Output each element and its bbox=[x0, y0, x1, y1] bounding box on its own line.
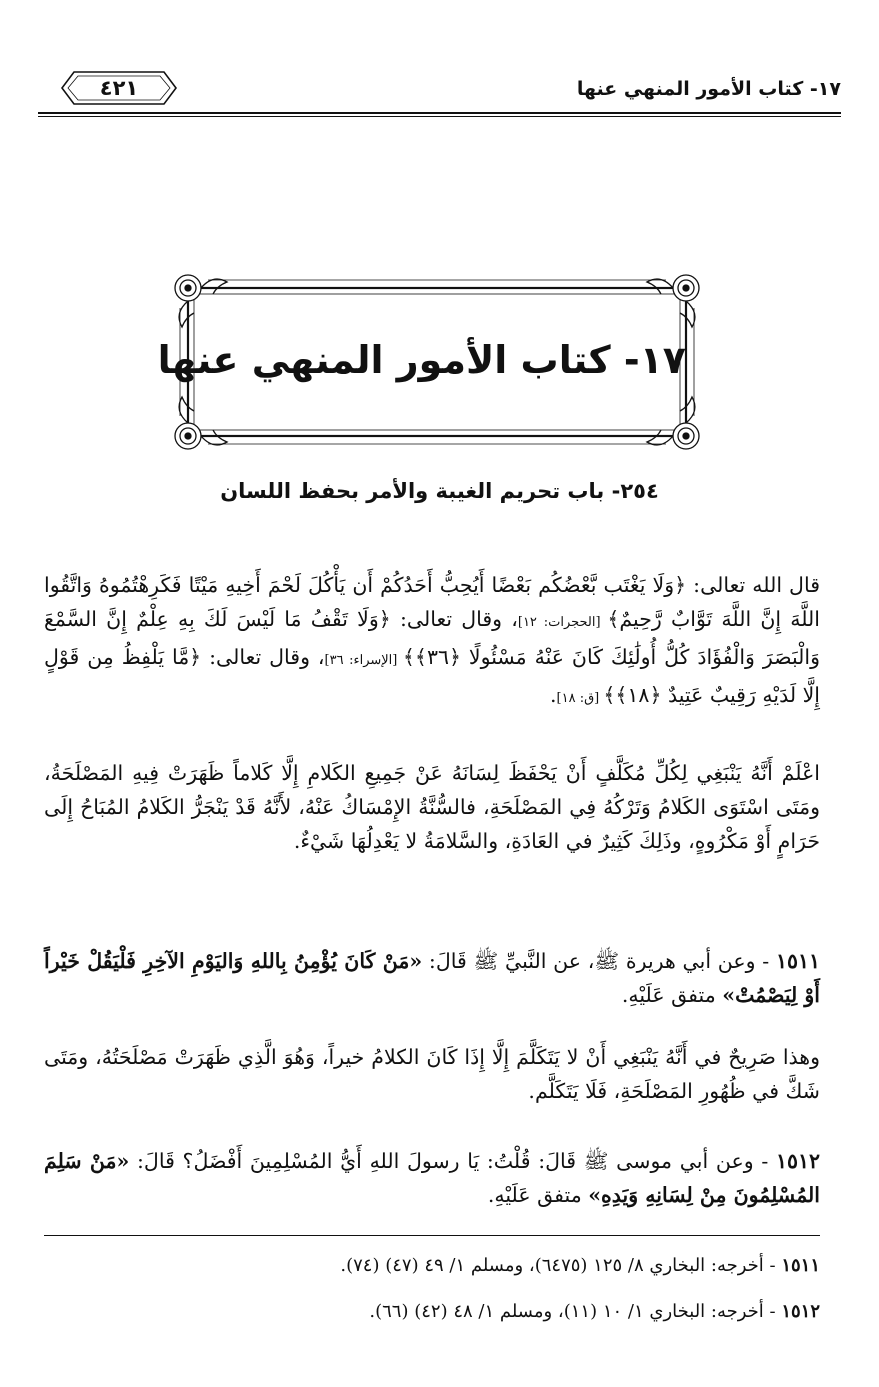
verse-2-reference: [الإسراء: ٣٦] bbox=[324, 653, 403, 668]
header-rule-thin bbox=[38, 116, 841, 117]
verse-3: ﴿مَّا يَلْفِظُ مِن قَوْلٍ إِلَّا لَدَيْهِ رَقِيبٌ عَتِيدٌ ﴿١٨﴾﴾ bbox=[44, 645, 820, 707]
footnote-1511 bbox=[44, 1252, 820, 1280]
hadith-number: ١٥١٢ bbox=[775, 1149, 820, 1173]
section-heading: ٢٥٤- باب تحريم الغيبة والأمر بحفظ اللسان bbox=[220, 479, 659, 503]
note-paragraph: وهذا صَرِيحٌ في أَنَّهُ يَنْبَغِي أَنْ لا يَتَكَلَّمَ إِلَّا إِذَا كَانَ الكلامُ خيراً، وَهُوَ الَّذِي ظَهَرَتْ مَصْلَحَتُهُ، ومَتَى شَكَّ في ظُهُورِ المَصْلَحَةِ، فَلَا يَتَكَلَّم. bbox=[44, 1045, 820, 1103]
hadith-text: «مَنْ كَانَ يُؤْمِنُ بِاللهِ وَاليَوْمِ الآخِرِ فَلْيَقُلْ خَيْراً أَوْ لِيَصْمُتْ» bbox=[44, 949, 820, 1007]
hadith-number: ١٥١١ bbox=[775, 949, 820, 973]
footnote-1512 bbox=[44, 1298, 820, 1326]
verse-1-reference: [الحجرات: ١٢] bbox=[517, 615, 608, 630]
hadith-tail: متفق عَلَيْهِ. bbox=[487, 1183, 589, 1207]
verse-2: ﴿وَلَا تَقْفُ مَا لَيْسَ لَكَ بِهِ عِلْمٌ إِنَّ السَّمْعَ وَالْبَصَرَ وَالْفُؤَادَ كُلُّ أُولَٰئِكَ كَانَ عَنْهُ مَسْئُولًا ﴿٣٦﴾﴾ bbox=[44, 607, 820, 669]
verses-lead-3: ، وقال تعالى: bbox=[201, 645, 325, 669]
verses-paragraph bbox=[44, 568, 820, 716]
hadith-lead: - وعن أبي هريرة ﷺ، عن النَّبيِّ ﷺ قَالَ: bbox=[422, 949, 776, 973]
chapter-title-frame bbox=[157, 268, 706, 456]
header-rule bbox=[38, 112, 841, 114]
footnote-rule bbox=[44, 1235, 820, 1236]
hadith-tail: متفق عَلَيْهِ. bbox=[621, 983, 723, 1007]
verse-1: ﴿وَلَا يَغْتَب بَّعْضُكُم بَعْضًا أَيُحِبُّ أَحَدُكُمْ أَن يَأْكُلَ لَحْمَ أَخِيهِ مَيْتًا فَكَرِهْتُمُوهُ وَاتَّقُوا اللَّهَ إِنَّ اللَّهَ تَوَّابٌ رَّحِيمٌ﴾ bbox=[44, 573, 820, 631]
verses-lead-1: قال الله تعالى: bbox=[686, 573, 820, 597]
page-number: ٤٢١ bbox=[99, 76, 139, 100]
hadith-1512 bbox=[44, 1144, 820, 1212]
hadith-text: «مَنْ سَلِمَ المُسْلِمُونَ مِنْ لِسَانِهِ وَيَدِهِ» bbox=[44, 1149, 820, 1207]
hadith-lead: - وعن أبي موسى ﷺ قَالَ: قُلْتُ: يَا رسولَ اللهِ أَيُّ المُسْلِمِينَ أَفْضَلُ؟ قَالَ: bbox=[129, 1149, 776, 1173]
intro-paragraph: اعْلَمْ أَنَّهُ يَنْبَغِي لِكُلِّ مُكَلَّفٍ أَنْ يَحْفَظَ لِسَانَهُ عَنْ جَمِيعِ الكَلامِ إِلَّا كَلاماً ظَهَرَتْ فِيهِ المَصْلَحَةُ، ومَتَى اسْتَوَى الكَلامُ وَتَرْكُهُ فِي المَصْلَحَةِ، فالسُّنَّةُ الإِمْسَاكُ عَنْهُ، لأَنَّهُ قَدْ يَنْجَرُّ الكَلامُ المُبَاحُ إِلَى حَرَامٍ أَوْ مَكْرُوهٍ، وذَلِكَ كَثِيرٌ في العَادَةِ، والسَّلامَةُ لا يَعْدِلُهَا شَيْءٌ. bbox=[44, 761, 820, 853]
footnote-text: - أخرجه: البخاري ٨/ ١٢٥ (٦٤٧٥)، ومسلم ١/ ٤٩ (٤٧) (٧٤). bbox=[340, 1255, 782, 1276]
verses-end: . bbox=[550, 683, 557, 707]
hadith-1511 bbox=[44, 944, 820, 1012]
footnote-number: ١٥١١ bbox=[781, 1255, 820, 1276]
running-title: ١٧- كتاب الأمور المنهي عنها bbox=[576, 78, 841, 100]
verses-lead-2: ، وقال تعالى: bbox=[390, 607, 518, 631]
footnote-text: - أخرجه: البخاري ١/ ١٠ (١١)، ومسلم ١/ ٤٨ (٤٢) (٦٦). bbox=[369, 1301, 782, 1322]
verse-3-reference: [ق: ١٨] bbox=[556, 691, 604, 706]
footnote-number: ١٥١٢ bbox=[781, 1301, 820, 1322]
chapter-title: ١٧- كتاب الأمور المنهي عنها bbox=[157, 338, 686, 382]
page-number-box bbox=[60, 70, 178, 106]
running-header bbox=[38, 62, 841, 118]
